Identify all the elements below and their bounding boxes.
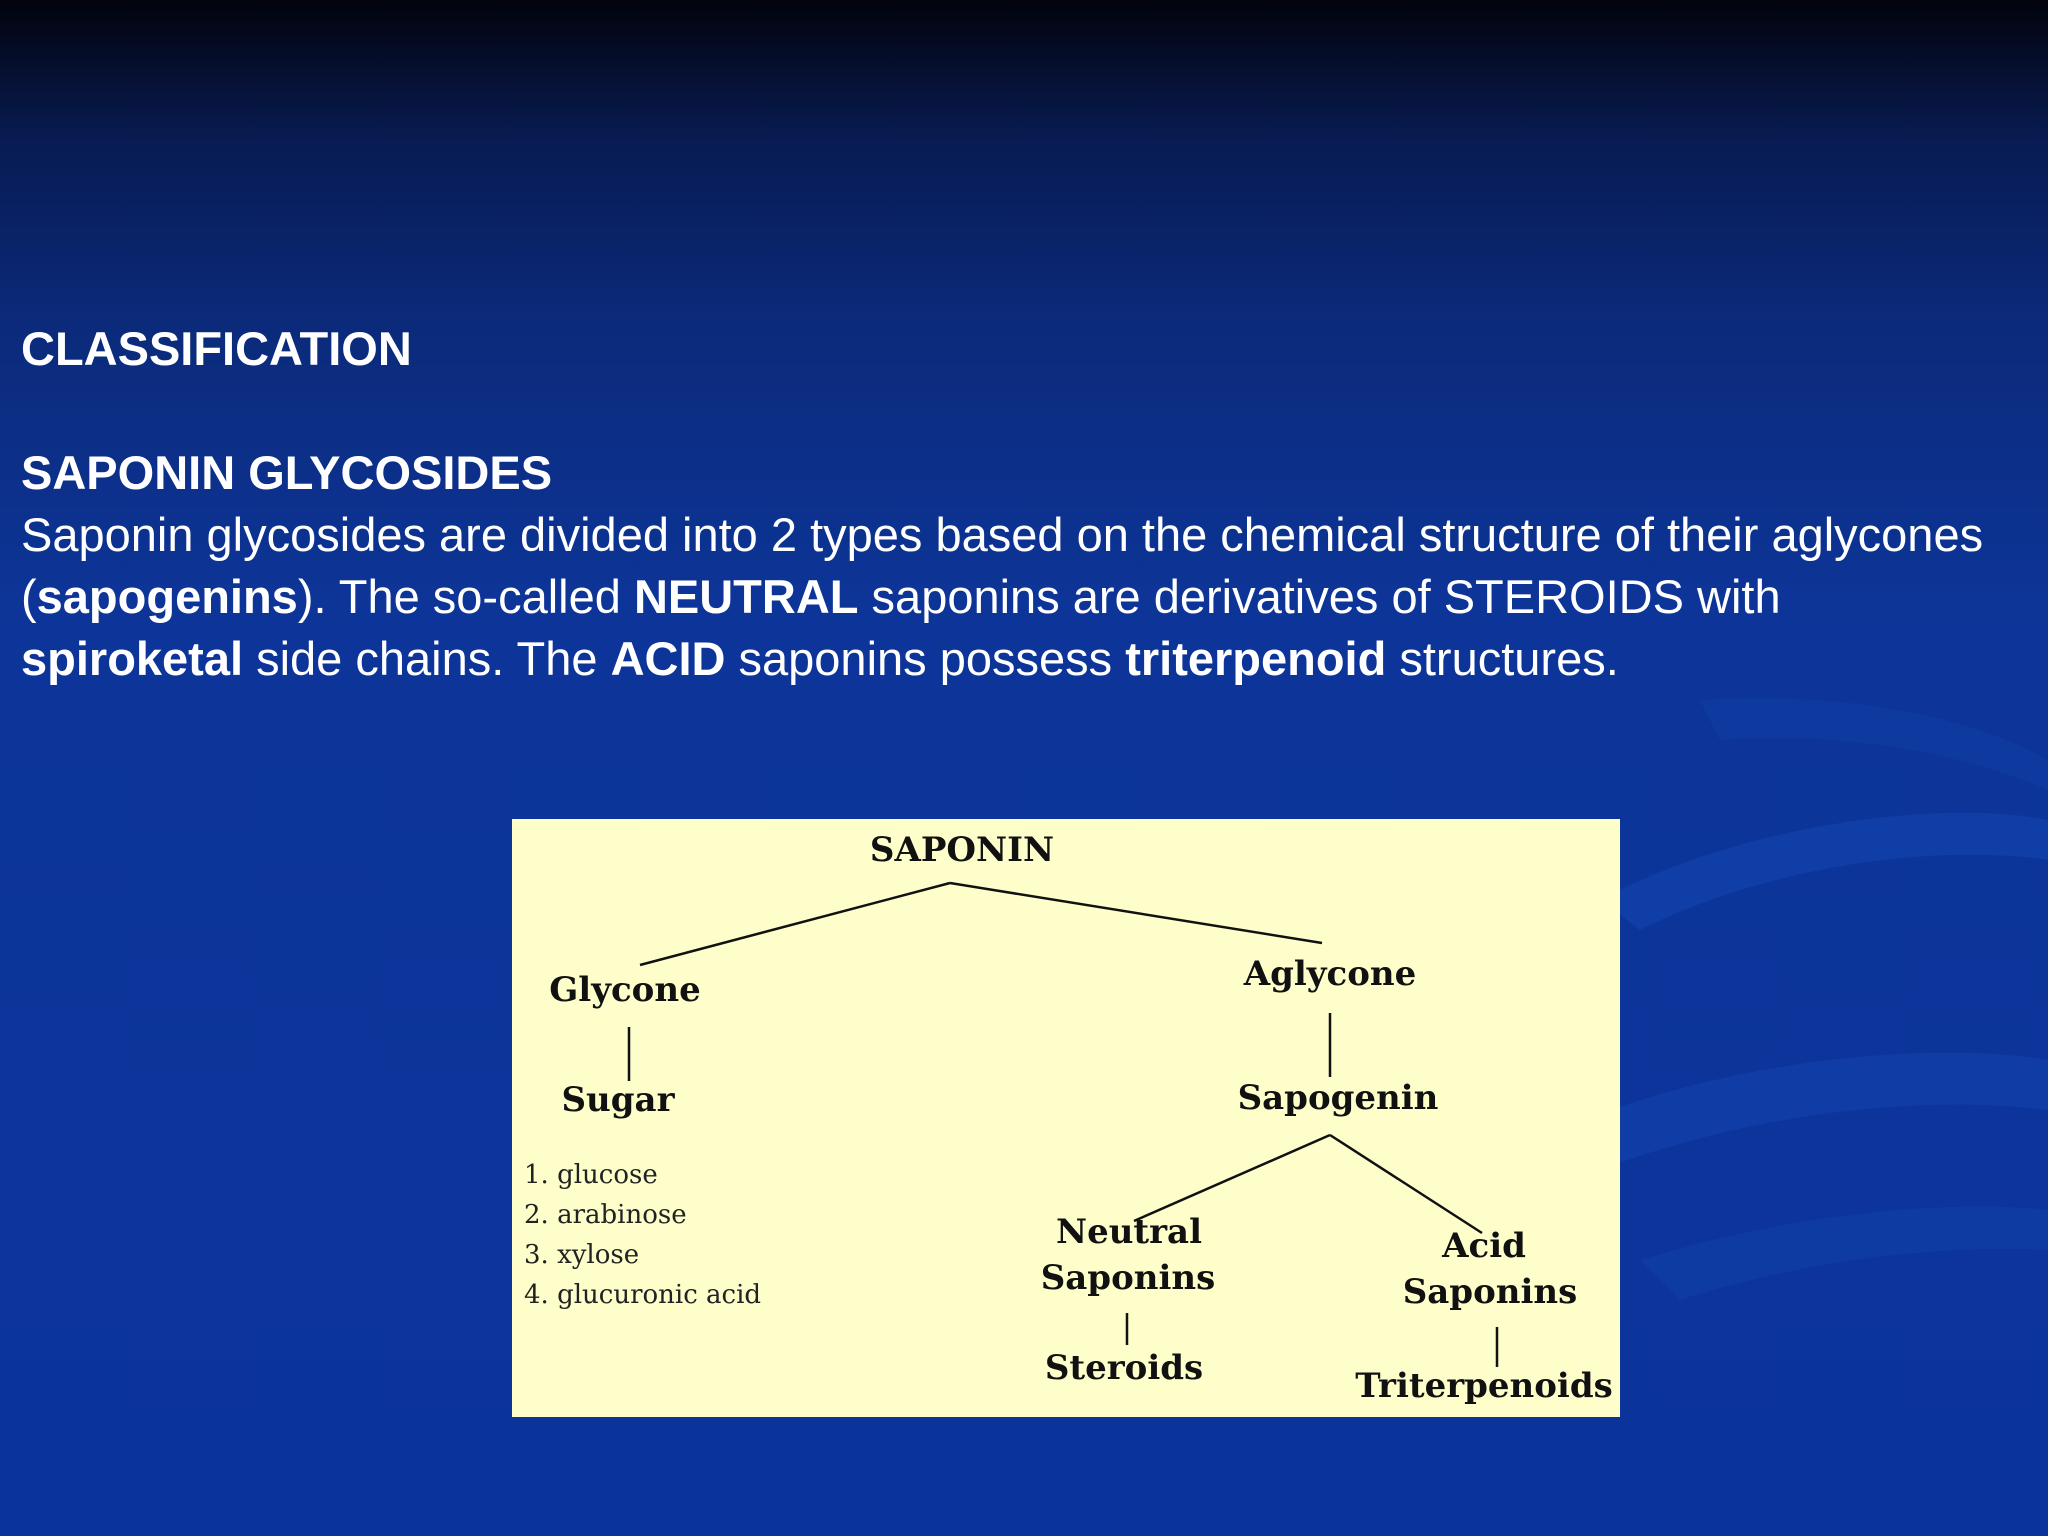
para-bold-acid: ACID [610,632,726,685]
sugar-list-item: 2. arabinose [524,1200,687,1230]
line-sapogenin-to-acid [1330,1135,1482,1233]
node-acid-saponins-line2: Saponins [1402,1272,1578,1312]
node-saponin: SAPONIN [869,830,1055,870]
classification-heading: CLASSIFICATION [21,322,412,375]
node-steroids: Steroids [1044,1348,1204,1388]
node-aglycone: Aglycone [1243,954,1417,994]
para-text-6: structures. [1386,632,1619,685]
slide-text-block [21,318,2011,690]
para-bold-neutral: NEUTRAL [633,570,859,623]
para-bold-triterpenoid: triterpenoid [1125,632,1387,685]
saponin-glycosides-heading: SAPONIN GLYCOSIDES [21,446,553,499]
node-triterpenoids: Triterpenoids [1355,1366,1613,1406]
para-text-4: side chains. The [243,632,611,685]
node-sapogenin: Sapogenin [1237,1078,1439,1118]
para-text-3: saponins are derivatives of STEROIDS with [858,570,1781,623]
line-root-to-aglycone [950,883,1322,943]
sugar-list-item: 1. glucose [524,1160,658,1190]
line-sapogenin-to-neutral [1134,1135,1330,1221]
saponin-classification-diagram [512,819,1620,1417]
node-neutral-saponins-line2: Saponins [1040,1258,1216,1298]
sugar-list [524,1155,761,1315]
node-acid-saponins-line1: Acid [1442,1226,1526,1266]
para-text-2: ). The so-called [297,570,634,623]
sugar-list-item: 3. xylose [524,1240,640,1270]
sugar-list-item: 4. glucuronic acid [524,1280,762,1310]
node-sugar: Sugar [561,1080,675,1120]
para-bold-sapogenins: sapogenins [36,570,298,623]
description-paragraph [21,504,2011,690]
para-text-1: Saponin glycosides are divided into 2 types based on the chemical structure of their aglycones ( [21,508,1984,623]
node-neutral-saponins-line1: Neutral [1056,1212,1202,1252]
line-root-to-glycone [640,883,950,965]
para-bold-spiroketal: spiroketal [21,632,244,685]
para-text-5: saponins possess [725,632,1126,685]
node-glycone: Glycone [549,970,701,1010]
diagram-connector-lines [512,819,1620,1417]
